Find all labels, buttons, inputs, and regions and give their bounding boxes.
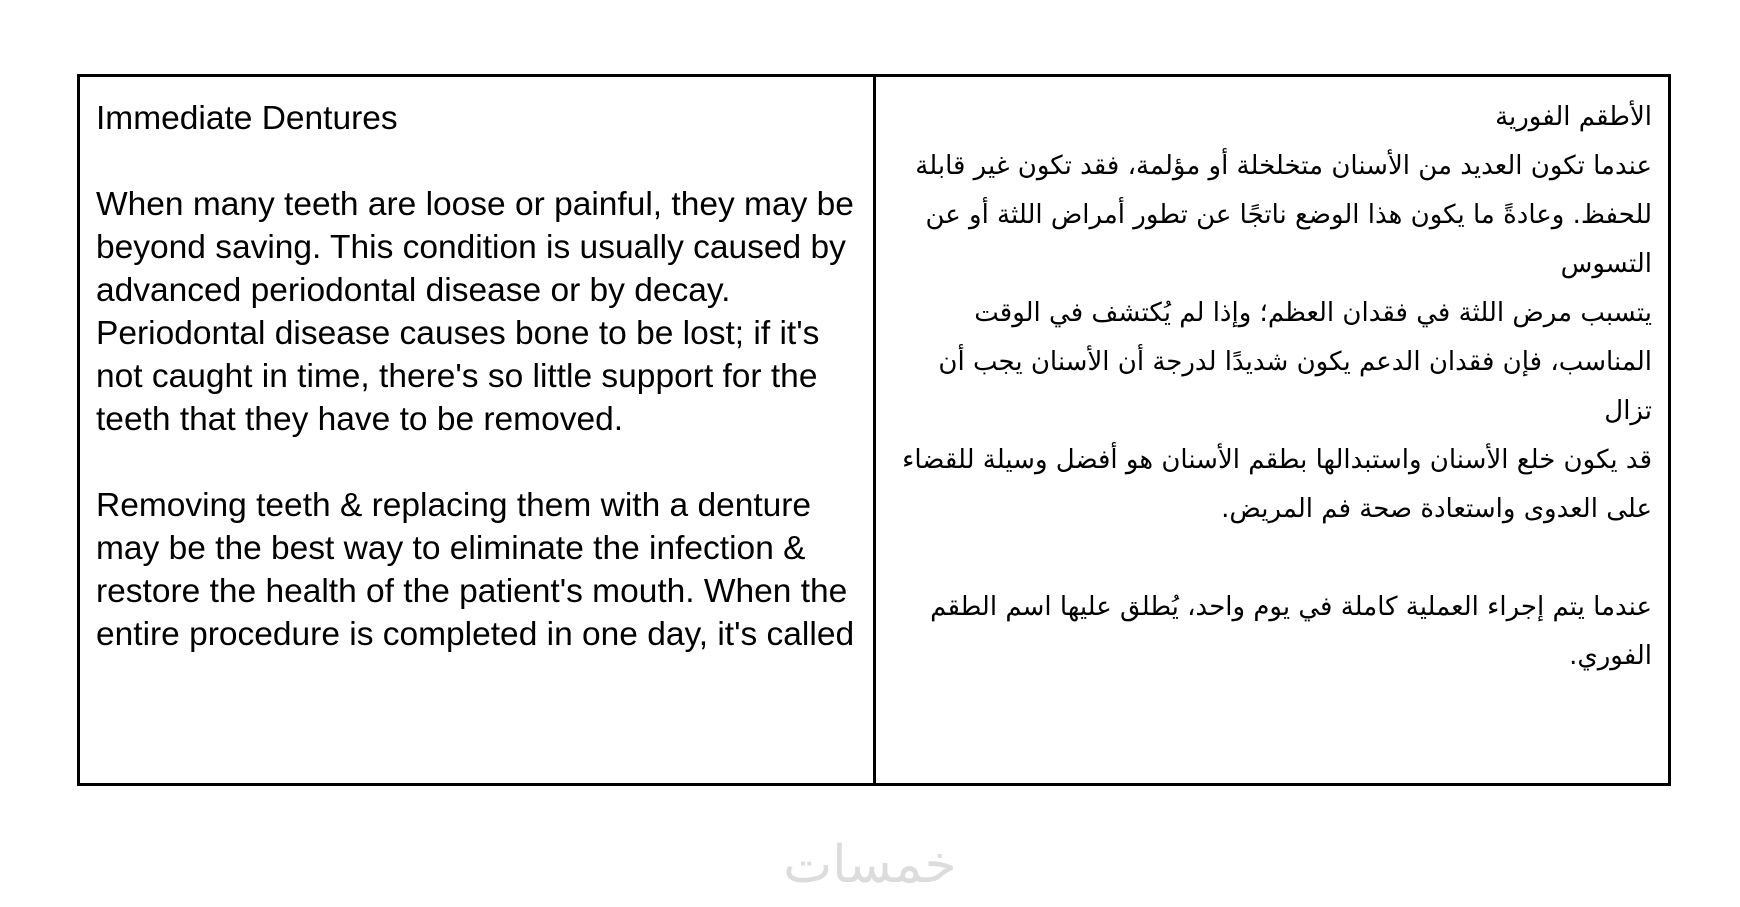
spacer bbox=[96, 140, 859, 183]
arabic-paragraph-3: قد يكون خلع الأسنان واستبدالها بطقم الأسنان هو أفضل وسيلة للقضاء على العدوى واستعادة صحة فم المريض. bbox=[902, 445, 1652, 524]
arabic-paragraph-1: عندما تكون العديد من الأسنان متخلخلة أو مؤلمة، فقد تكون غير قابلة للحفظ. وعادةً ما يكون هذا الوضع ناتجًا عن تطور أمراض اللثة أو عن التسوس bbox=[915, 151, 1652, 279]
bilingual-table bbox=[77, 74, 1671, 786]
english-title: Immediate Dentures bbox=[96, 100, 398, 137]
english-paragraph-2: Periodontal disease causes bone to be lost; if it's not caught in time, there's so little support for the teeth that they have to be removed. bbox=[96, 315, 820, 438]
arabic-paragraph-4: عندما يتم إجراء العملية كاملة في يوم واحد، يُطلق عليها اسم الطقم الفوري. bbox=[930, 592, 1652, 671]
watermark-logo: خمسات bbox=[783, 835, 957, 895]
english-paragraph-3: Removing teeth & replacing them with a denture may be the best way to eliminate the infection & restore the health of the patient's mouth. When the entire procedure is completed in one day, it's called bbox=[96, 487, 855, 653]
spacer bbox=[96, 441, 859, 484]
arabic-title: الأطقم الفورية bbox=[1495, 102, 1652, 132]
arabic-paragraph-2: يتسبب مرض اللثة في فقدان العظم؛ وإذا لم يُكتشف في الوقت المناسب، فإن فقدان الدعم يكون شديدًا لدرجة أن الأسنان يجب أن تزال bbox=[938, 298, 1652, 426]
english-column bbox=[80, 77, 876, 783]
arabic-column bbox=[876, 77, 1668, 783]
english-paragraph-1: When many teeth are loose or painful, they may be beyond saving. This condition is usually caused by advanced periodontal disease or by decay. bbox=[96, 186, 854, 309]
spacer bbox=[890, 534, 1652, 583]
